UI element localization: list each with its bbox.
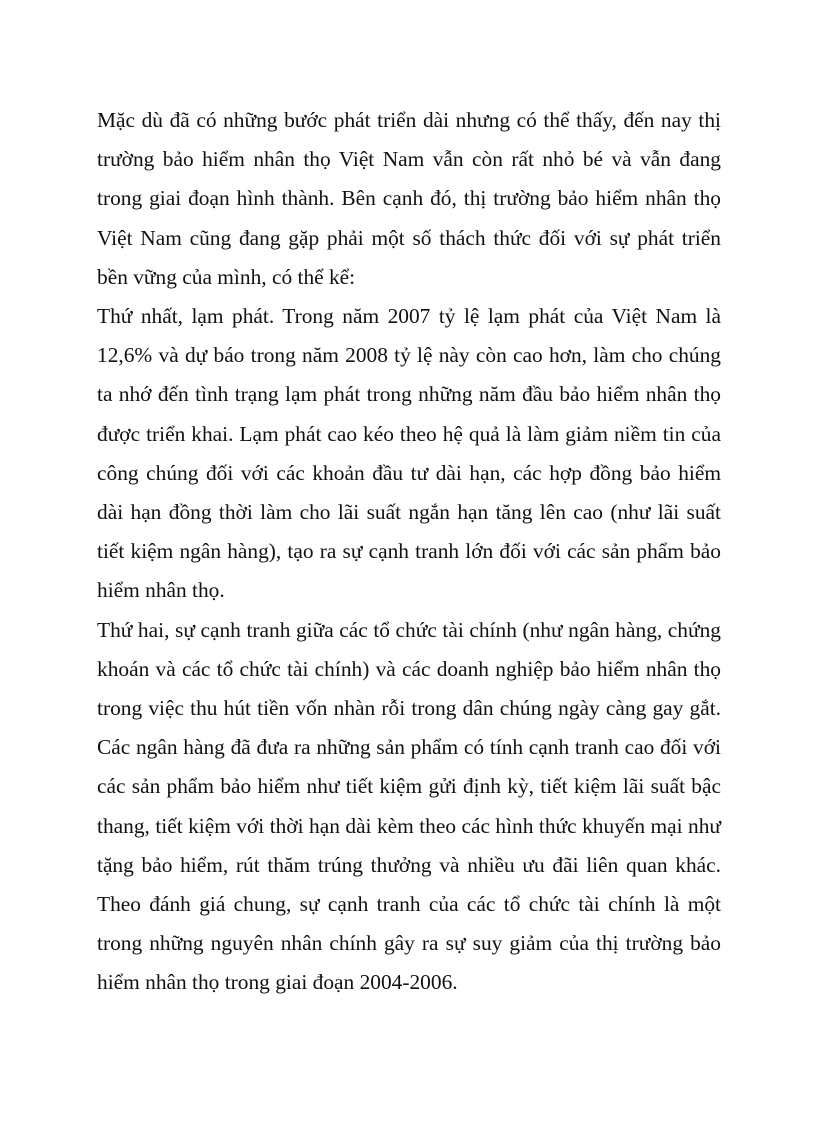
paragraph-first-challenge: Thứ nhất, lạm phát. Trong năm 2007 tỷ lệ lạm phát của Việt Nam là 12,6% và dự báo trong năm 2008 tỷ lệ này còn cao hơn, làm cho chúng ta nhớ đến tình trạng lạm phát trong những năm đầu bảo hiểm nhân thọ được triển khai. Lạm phát cao kéo theo hệ quả là làm giảm niềm tin của công chúng đối với các khoản đầu tư dài hạn, các hợp đồng bảo hiểm dài hạn đồng thời làm cho lãi suất ngắn hạn tăng lên cao (như lãi suất tiết kiệm ngân hàng), tạo ra sự cạnh tranh lớn đối với các sản phẩm bảo hiểm nhân thọ. [97, 304, 721, 603]
paragraph-intro: Mặc dù đã có những bước phát triển dài nhưng có thể thấy, đến nay thị trường bảo hiểm nhân thọ Việt Nam vẫn còn rất nhỏ bé và vẫn đang trong giai đoạn hình thành. Bên cạnh đó, thị trường bảo hiểm nhân thọ Việt Nam cũng đang gặp phải một số thách thức đối với sự phát triển bền vững của mình, có thể kể: [97, 108, 721, 289]
paragraph-second-challenge: Thứ hai, sự cạnh tranh giữa các tổ chức tài chính (như ngân hàng, chứng khoán và các tổ chức tài chính) và các doanh nghiệp bảo hiểm nhân thọ trong việc thu hút tiền vốn nhàn rỗi trong dân chúng ngày càng gay gắt. Các ngân hàng đã đưa ra những sản phẩm có tính cạnh tranh cao đối với các sản phẩm bảo hiểm như tiết kiệm gửi định kỳ, tiết kiệm lãi suất bậc thang, tiết kiệm với thời hạn dài kèm theo các hình thức khuyến mại như tặng bảo hiểm, rút thăm trúng thưởng và nhiều ưu đãi liên quan khác. Theo đánh giá chung, sự cạnh tranh của các tổ chức tài chính là một trong những nguyên nhân chính gây ra sự suy giảm của thị trường bảo hiểm nhân thọ trong giai đoạn 2004-2006. [97, 617, 721, 995]
document-body [97, 101, 721, 1003]
